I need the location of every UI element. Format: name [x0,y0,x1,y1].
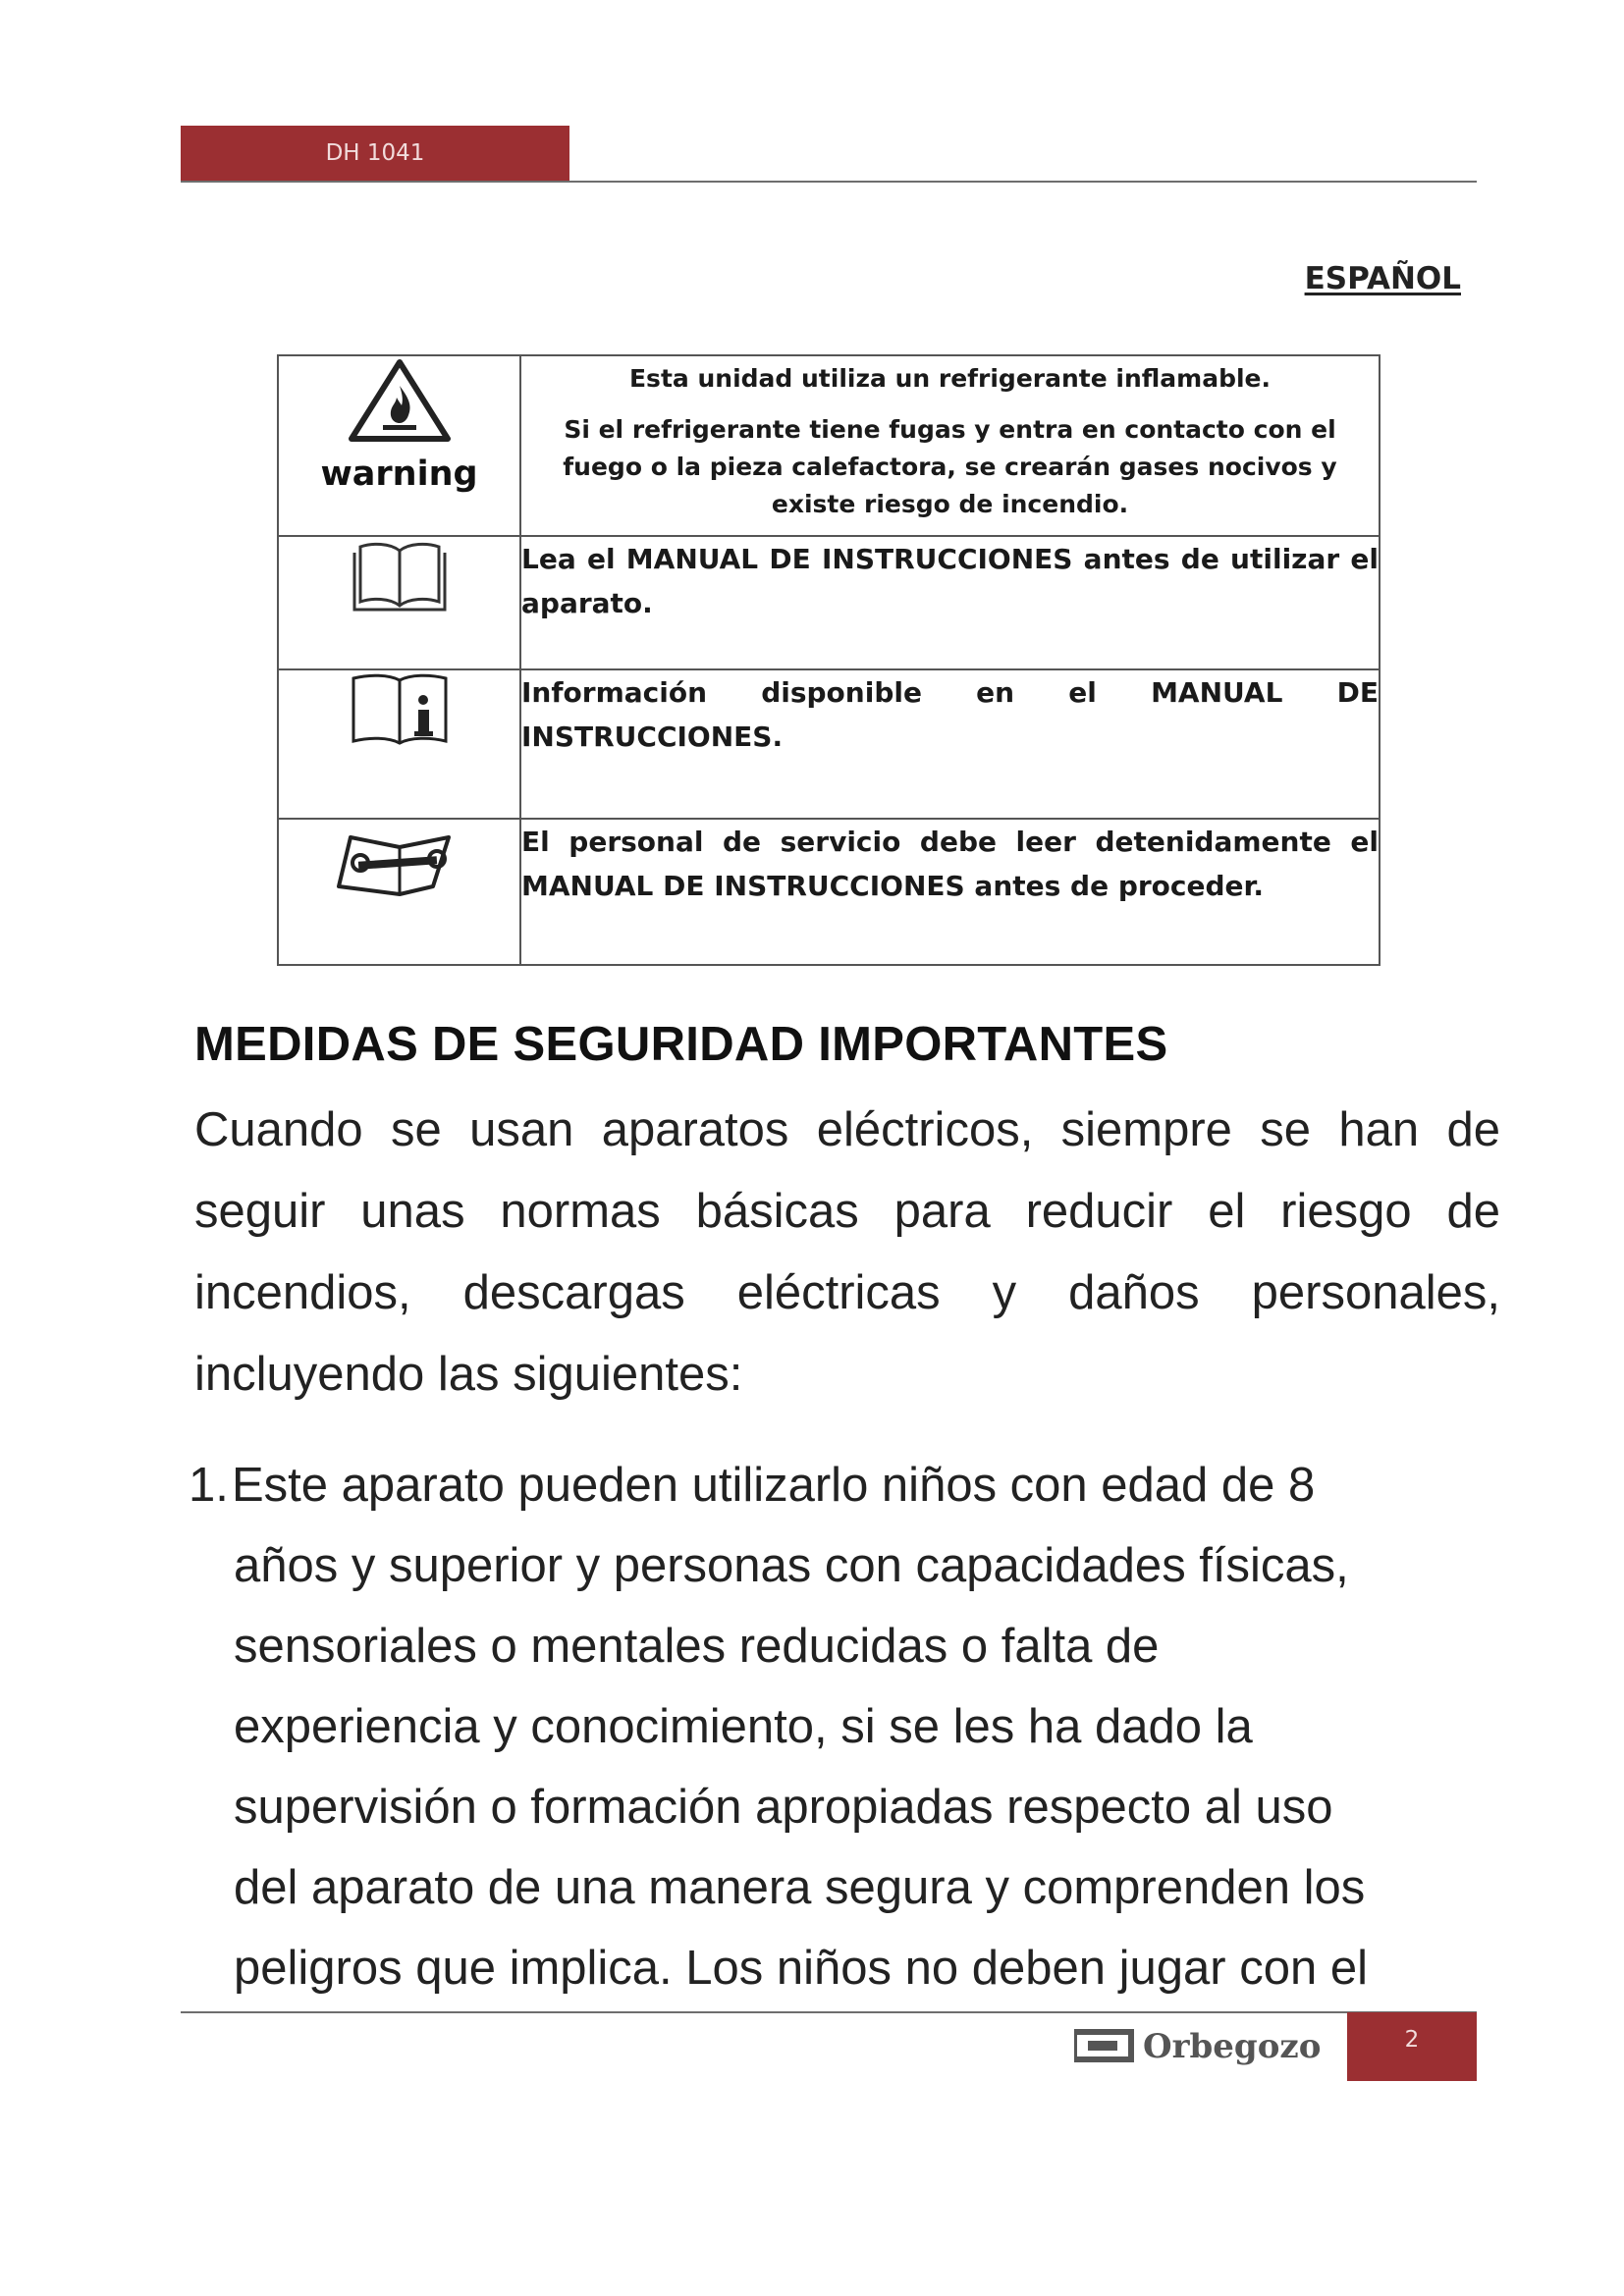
symbol-row-info-manual [278,669,1380,819]
symbol-row-read-manual [278,536,1380,669]
list-item [189,1445,1485,2008]
footer-divider [181,2011,1477,2013]
page-number-box [1347,2012,1477,2081]
warning-label: warning [320,454,478,494]
warning-icon-cell [278,355,520,536]
service-manual-text-cell [520,819,1380,965]
section-intro: Cuando se usan aparatos eléctricos, siempre se han de seguir unas normas básicas para reducir el riesgo de incendios, descargas eléctricas y daños personales, incluyendo las siguientes: [194,1103,1500,1401]
list-item-line: supervisión o formación apropiadas respecto al uso [234,1781,1333,1834]
brand-name: Orbegozo [1143,2027,1322,2066]
model-number: DH 1041 [325,140,425,166]
section-title: MEDIDAS DE SEGURIDAD IMPORTANTES [194,1018,1168,1071]
info-manual-text-cell [520,669,1380,819]
symbol-row-warning [278,355,1380,536]
brand-logo [1074,2024,1339,2067]
read-manual-text: Lea el MANUAL DE INSTRUCCIONES antes de utilizar el aparato. [521,543,1379,619]
flammable-warning-icon [346,356,454,445]
list-item-line: peligros que implica. Los niños no deben jugar con el [234,1942,1368,1995]
read-manual-icon-cell [278,536,520,669]
warning-text-line1: Esta unidad utiliza un refrigerante inflamable. [628,364,1271,393]
book-info-icon [346,670,454,749]
info-manual-text: Información disponible en el MANUAL DE INSTRUCCIONES. [521,676,1379,753]
symbol-row-service-manual [278,819,1380,965]
warning-text-line2: Si el refrigerante tiene fugas y entra en contacto con el fuego o la pieza calefactora, se crearán gases nocivos y existe riesgo de incendio. [563,415,1337,518]
header-divider [181,181,1477,183]
info-manual-icon-cell [278,669,520,819]
list-item-line: sensoriales o mentales reducidas o falta de [234,1620,1160,1673]
open-book-icon [351,537,449,615]
list-item-line: experiencia y conocimiento, si se les ha dado la [234,1700,1253,1753]
safety-symbols-table [277,354,1380,966]
page-number: 2 [1404,2027,1420,2053]
list-item-line: Este aparato pueden utilizarlo niños con edad de 8 [232,1459,1316,1512]
book-wrench-icon [331,820,468,898]
language-label: ESPAÑOL [1304,261,1461,296]
warning-text-cell [520,355,1380,536]
list-item-number: 1. [189,1459,229,1512]
read-manual-text-cell [520,536,1380,669]
service-manual-icon-cell [278,819,520,965]
service-manual-text: El personal de servicio debe leer detenidamente el MANUAL DE INSTRUCCIONES antes de proceder. [521,826,1379,902]
list-item-line: del aparato de una manera segura y comprenden los [234,1861,1366,1914]
header-model-tab [181,126,569,181]
list-item-line: años y superior y personas con capacidades físicas, [234,1539,1349,1592]
